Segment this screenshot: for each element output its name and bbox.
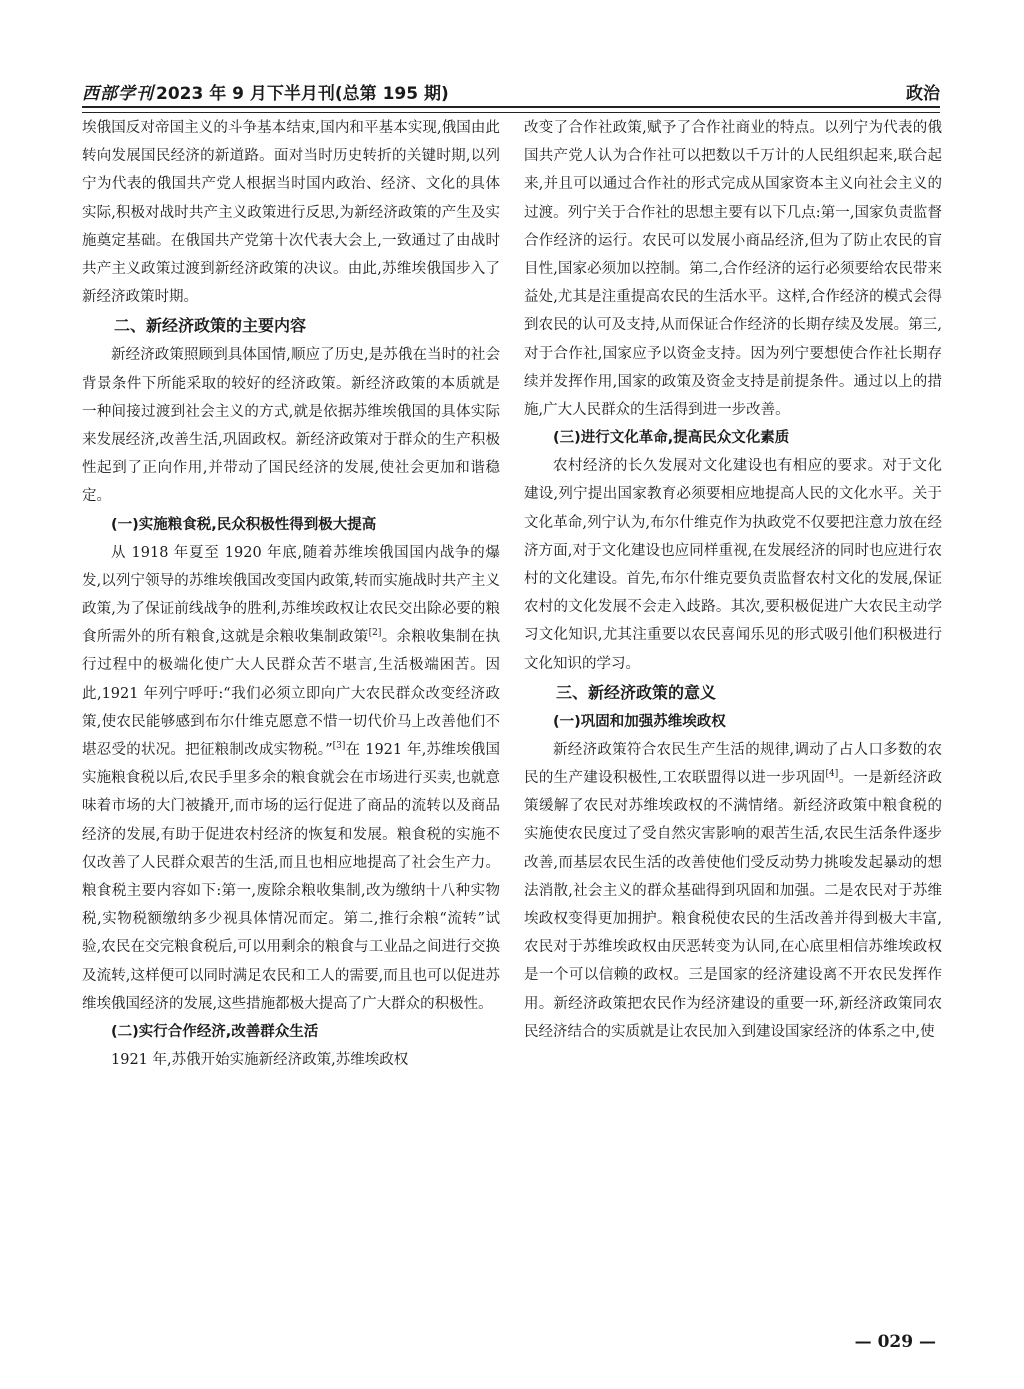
paragraph [524, 736, 942, 1046]
paragraph: 农村经济的长久发展对文化建设也有相应的要求。对于文化建设,列宁提出国家教育必须要相应地提高人民的文化水平。关于文化革命,列宁认为,布尔什维克作为执政党不仅要把注意力放在经济方面,对于文化建设也应同样重视,在发展经济的同时也应进行农村的文化建设。首先,布尔什维克要负责监督农村文化的发展,保证农村的文化发展不会走入歧路。其次,要积极促进广大农民主动学习文化知识,尤其注重要以农民喜闻乐见的形式吸引他们积极进行文化知识的学习。 [524, 458, 942, 672]
journal-issue: 2023 年 9 月下半月刊(总第 195 期) [156, 84, 449, 104]
left-column [82, 114, 500, 1074]
journal-logo: 西部学刊 [82, 84, 154, 104]
text-run: 从 1918 年夏至 1920 年底,随着苏维埃俄国国内战争的爆发,以列宁领导的苏维埃俄国改变国内政策,转而实施战时共产主义政策,为了保证前线战争的胜利,苏维埃政权让农民交出除必要的粮食所需外的所有粮食,这就是余粮收集制政策 [82, 544, 500, 646]
subsection-heading: (三)进行文化革命,提高民众文化素质 [553, 430, 790, 447]
subsection-heading: (一)巩固和加强苏维埃政权 [553, 713, 726, 730]
section-name: 政治 [906, 84, 940, 104]
citation-ref: [2] [368, 628, 382, 639]
citation-ref: [3] [332, 741, 346, 752]
text-run: 。一是新经济政策缓解了农民对苏维埃政权的不满情绪。新经济政策中粮食税的实施使农民度过了受自然灾害影响的艰苦生活,农民生活条件逐步改善,而基层农民生活的改善使他们受反动势力挑唆发起暴动的想法消散,社会主义的群众基础得到巩固和加强。二是农民对于苏维埃政权变得更加拥护。粮食税使农民的生活改善并得到极大丰富,农民对于苏维埃政权由厌恶转变为认同,在心底里相信苏维埃政权是一个可以信赖的政权。三是国家的经济建设离不开农民发挥作用。新经济政策把农民作为经济建设的重要一环,新经济政策同农民经济结合的实质就是让农民加入到建设国家经济的体系之中,使 [524, 770, 943, 1040]
section-heading: 二、新经济政策的主要内容 [114, 316, 307, 336]
text-run: 在 1921 年,苏维埃俄国实施粮食税以后,农民手里多余的粮食就会在市场进行买卖,也就意味着市场的大门被撬开,而市场的运行促进了商品的流转以及商品经济的发展,有助于促进农村经济的恢复和发展。粮食税的实施不仅改善了人民群众艰苦的生活,而且也相应地提高了社会生产力。粮食税主要内容如下:第一,废除余粮收集制,改为缴纳十八种实物税,实物税额缴纳多少视具体情况而定。第二,推行余粮“流转”试验,农民在交完粮食税后,可以用剩余的粮食与工业品之间进行交换及流转,这样便可以同时满足农民和工人的需要,而且也可以促进苏维埃俄国经济的发展,这些措施都极大提高了广大群众的积极性。 [82, 742, 500, 1012]
running-header [82, 70, 940, 104]
paragraph: 新经济政策照顾到具体国情,顺应了历史,是苏俄在当时的社会背景条件下所能采取的较好的经济政策。新经济政策的本质就是一种间接过渡到社会主义的方式,就是依据苏维埃俄国的具体实际来发展经济,改善生活,巩固政权。新经济政策对于群众的生产积极性起到了正向作用,并带动了国民经济的发展,使社会更加和谐稳定。 [82, 347, 500, 505]
subsection-heading: (一)实施粮食税,民众积极性得到极大提高 [111, 516, 377, 533]
journal-title [82, 79, 449, 104]
citation-ref: [4] [825, 769, 839, 780]
subsection-heading: (二)实行合作经济,改善群众生活 [111, 1024, 319, 1041]
paragraph [82, 539, 500, 1018]
page-number: — 029 — [854, 1332, 936, 1352]
text-run: 。余粮收集制在执行过程中的极端化使广大人民群众苦不堪言,生活极端困苦。因此,1921 年列宁呼吁:“我们必须立即向广大农民群众改变经济政策,使农民能够感到布尔什维克愿意不惜一切代价马上改善他们不堪忍受的状况。把征粮制改成实物税。” [82, 629, 501, 759]
paragraph: 改变了合作社政策,赋予了合作社商业的特点。以列宁为代表的俄国共产党人认为合作社可以把数以千万计的人民组织起来,联合起来,并且可以通过合作社的形式完成从国家资本主义向社会主义的过渡。列宁关于合作社的思想主要有以下几点:第一,国家负责监督合作经济的运行。农民可以发展小商品经济,但为了防止农民的盲目性,国家必须加以控制。第二,合作经济的运行必须要给农民带来益处,尤其是注重提高农民的生活水平。这样,合作经济的模式会得到农民的认可及支持,从而保证合作经济的长期存续及发展。第三,对于合作社,国家应予以资金支持。因为列宁要想使合作社长期存续并发挥作用,国家的政策及资金支持是前提条件。通过以上的措施,广大人民群众的生活得到进一步改善。 [524, 120, 942, 419]
header-rule [82, 106, 940, 113]
right-column [524, 114, 942, 1046]
section-heading: 三、新经济政策的意义 [556, 682, 717, 702]
text-run: 新经济政策符合农民生产生活的规律,调动了占人口多数的农民的生产建设积极性,工农联盟得以进一步巩固 [524, 741, 942, 787]
paragraph: 埃俄国反对帝国主义的斗争基本结束,国内和平基本实现,俄国由此转向发展国民经济的新道路。面对当时历史转折的关键时期,以列宁为代表的俄国共产党人根据当时国内政治、经济、文化的具体实际,积极对战时共产主义政策进行反思,为新经济政策的产生及实施奠定基础。在俄国共产党第十次代表大会上,一致通过了由战时共产主义政策过渡到新经济政策的决议。由此,苏维埃俄国步入了新经济政策时期。 [82, 120, 500, 306]
paragraph: 1921 年,苏俄开始实施新经济政策,苏维埃政权 [111, 1052, 409, 1069]
